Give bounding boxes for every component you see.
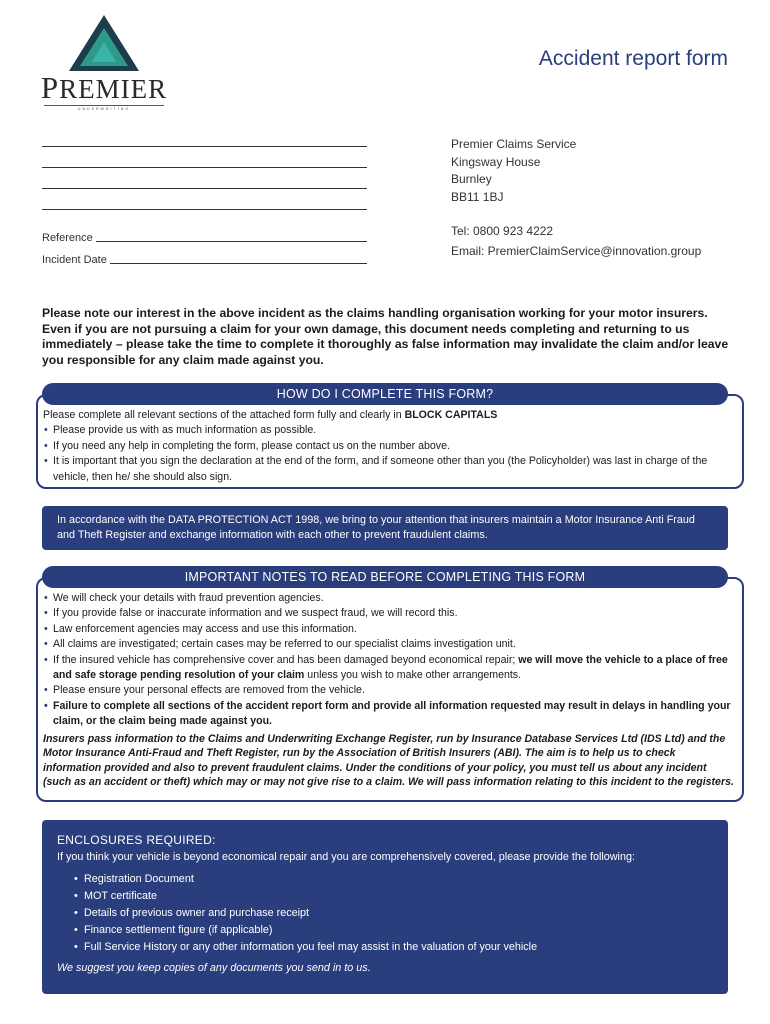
address-line-4[interactable]	[42, 209, 367, 210]
list-item: • We will check your details with fraud prevention agencies.	[43, 591, 734, 606]
list-item: • Failure to complete all sections of the accident report form and provide all information requested may result in delays in handling your claim, or the claim being made against you.	[43, 699, 734, 730]
contact-details	[451, 222, 701, 261]
enclosures-list	[74, 871, 713, 956]
premier-logo	[40, 14, 168, 111]
instruction-lead: Please complete all relevant sections of the attached form fully and clearly in BLOCK CAPITALS	[43, 409, 498, 421]
instruction-list	[43, 423, 734, 485]
telephone: Tel: 0800 923 4222	[451, 224, 554, 238]
registers-paragraph: Insurers pass information to the Claims and Underwriting Exchange Register, run by Insurance Database Services Ltd (IDS Ltd) and the Motor Insurance Anti-Fraud and Theft Register, run by the Association of British Insurers (ABI). The aim is to help us to check information provided and also to prevent fraudulent claims. Under the conditions of your policy, you must tell us about any incident (such as an accident or theft) which may or may not give rise to a claim. We will pass information relating to this incident to the registers.	[43, 732, 734, 789]
list-item: • If you need any help in completing the form, please contact us on the number above.	[43, 439, 734, 454]
notes-list	[43, 591, 734, 730]
list-item: • If the insured vehicle has comprehensive cover and has been damaged beyond economical repair; we will move the vehicle to a place of free and safe storage pending resolution of your claim unless you wish to make other arrangements.	[43, 653, 734, 684]
list-item: • Details of previous owner and purchase receipt	[74, 905, 713, 922]
section-heading: IMPORTANT NOTES TO READ BEFORE COMPLETING THIS FORM	[42, 566, 728, 588]
enclosures-note: We suggest you keep copies of any documents you send in to us.	[57, 962, 371, 974]
address-line-2[interactable]	[42, 167, 367, 168]
intro-paragraph: Please note our interest in the above incident as the claims handling organisation working for your motor insurers. Even if you are not pursuing a claim for your own damage, this document needs completing and returning to us immediately – please take the time to complete it thoroughly as false information may invalidate the claim and/or leave you responsible for any claim made against you.	[42, 306, 729, 367]
claims-address	[451, 136, 576, 206]
important-notes-section	[36, 566, 744, 802]
list-item: • Law enforcement agencies may access and use this information.	[43, 622, 734, 637]
data-protection-notice: In accordance with the DATA PROTECTION ACT 1998, we bring to your attention that insurers maintain a Motor Insurance Anti Fraud and Theft Register and exchange information with each other to prevent fraudulent claims.	[42, 506, 728, 550]
incident-date-input-line[interactable]	[110, 263, 367, 264]
reference-field[interactable]	[42, 232, 367, 244]
incident-date-field[interactable]	[42, 254, 367, 266]
enclosures-intro: If you think your vehicle is beyond economical repair and you are comprehensively covered, please provide the following:	[57, 851, 635, 863]
address-line-3[interactable]	[42, 188, 367, 189]
list-item: • Registration Document	[74, 871, 713, 888]
address-line: Burnley	[451, 172, 492, 186]
page-title: Accident report form	[538, 47, 728, 70]
section-heading: HOW DO I COMPLETE THIS FORM?	[42, 383, 728, 405]
reference-label: Reference	[42, 232, 93, 244]
logo-subtitle: UNDERWRITING	[77, 107, 131, 111]
logo-wordmark: PREMIER	[40, 70, 168, 105]
section-body	[36, 405, 744, 485]
enclosures-panel	[42, 820, 728, 994]
section-body	[36, 588, 744, 790]
email: Email: PremierClaimService@innovation.group	[451, 243, 702, 258]
enclosures-heading: ENCLOSURES REQUIRED:	[57, 833, 216, 847]
address-line: BB11 1BJ	[451, 189, 504, 204]
address-line: Premier Claims Service	[451, 137, 577, 151]
incident-date-label: Incident Date	[42, 254, 107, 266]
list-item: • Please ensure your personal effects are removed from the vehicle.	[43, 683, 734, 698]
how-to-complete-section	[36, 383, 744, 489]
list-item: • It is important that you sign the declaration at the end of the form, and if someone other than you (the Policyholder) was last in charge of the vehicle, then he/ she should also sign.	[43, 454, 734, 485]
reference-input-line[interactable]	[96, 241, 367, 242]
list-item: • Finance settlement figure (if applicable)	[74, 922, 713, 939]
list-item: • If you provide false or inaccurate information and we suspect fraud, we will record this.	[43, 606, 734, 621]
address-line-1[interactable]	[42, 146, 367, 147]
list-item: • Please provide us with as much information as possible.	[43, 423, 734, 438]
list-item: • All claims are investigated; certain cases may be referred to our specialist claims investigation unit.	[43, 637, 734, 652]
list-item: • MOT certificate	[74, 888, 713, 905]
triangle-logo-icon	[68, 14, 140, 72]
address-line: Kingsway House	[451, 154, 541, 169]
logo-divider	[44, 105, 164, 106]
list-item: • Full Service History or any other information you feel may assist in the valuation of your vehicle	[74, 939, 713, 956]
